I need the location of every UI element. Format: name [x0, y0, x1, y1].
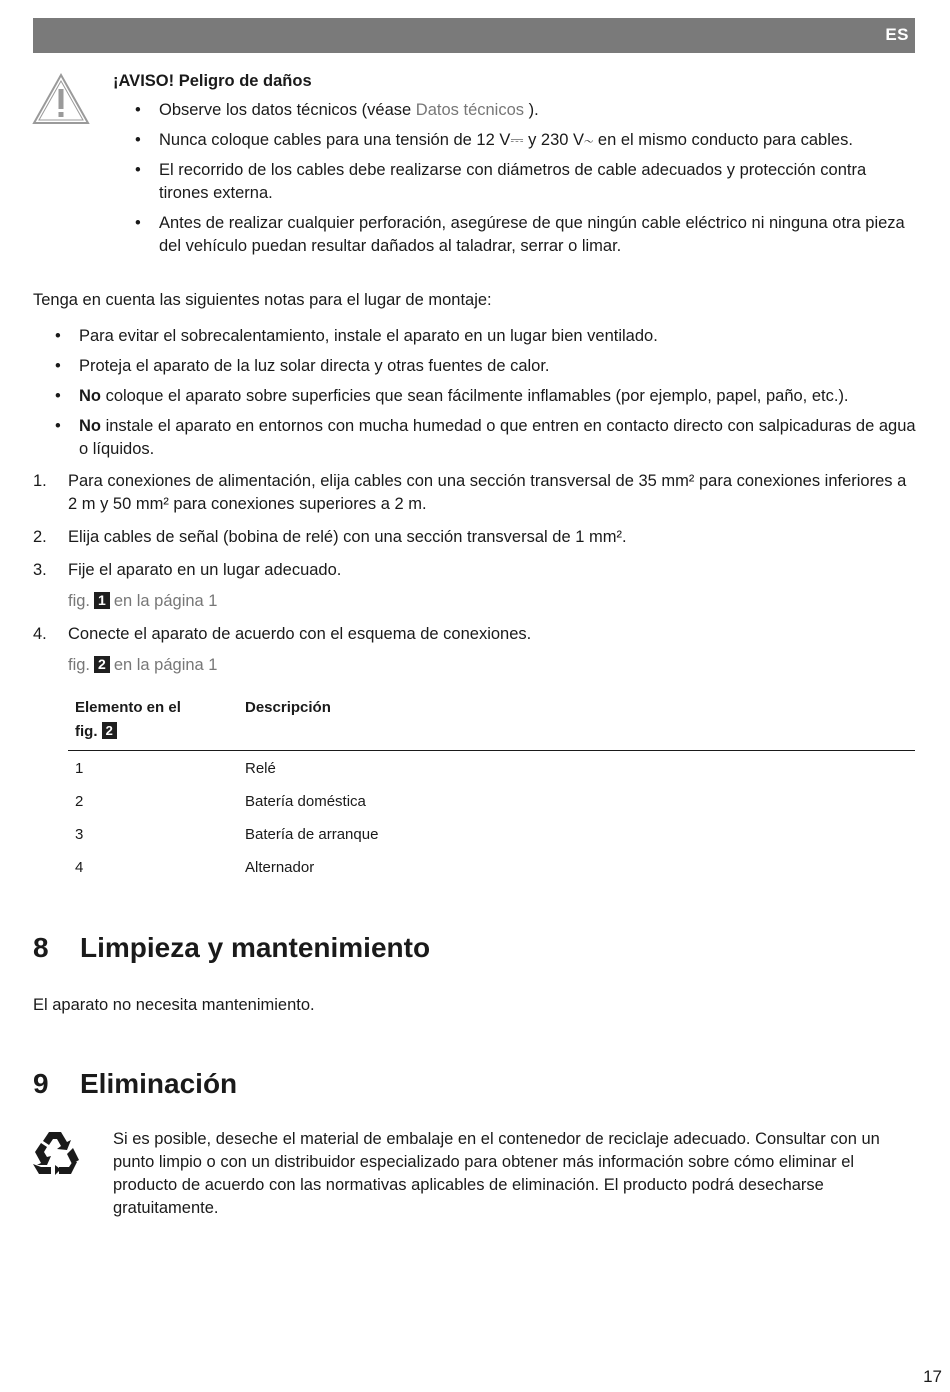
language-header-bar	[33, 18, 915, 53]
figure-number-badge: 2	[102, 722, 117, 739]
warning-triangle-icon	[31, 72, 91, 126]
warning-list	[113, 99, 913, 258]
warning-item: • Nunca coloque cables para una tensión de 12 V⎓ y 230 V∼ en el mismo conducto para cables.	[159, 129, 913, 152]
warning-block	[113, 72, 913, 265]
step-4: 4. Conecte el aparato de acuerdo con el esquema de conexiones.	[33, 625, 532, 643]
warning-item: • Antes de realizar cualquier perforación, asegúrese de que ningún cable eléctrico ni ninguna otra pieza del vehículo puedan resultar dañados al taladrar, serrar o limar.	[159, 212, 913, 258]
section-8-text: El aparato no necesita mantenimiento.	[33, 996, 315, 1014]
warning-item: • El recorrido de los cables debe realizarse con diámetros de cable adecuados y protección contra tirones externa.	[159, 159, 913, 205]
step-3: 3. Fije el aparato en un lugar adecuado.	[33, 561, 342, 579]
page-number: 17	[923, 1367, 942, 1386]
table-row: 2 Batería doméstica	[75, 793, 366, 810]
table-header-row	[68, 694, 915, 751]
section-9-heading: 9 Eliminación	[33, 1068, 238, 1099]
note-item: • Para evitar el sobrecalentamiento, instale el aparato en un lugar bien ventilado.	[79, 325, 919, 348]
table-row: 4 Alternador	[75, 859, 315, 876]
column-header-element: Elemento en el fig. 2	[68, 694, 238, 751]
language-code: ES	[885, 25, 909, 44]
figure-number-badge: 1	[94, 592, 110, 609]
step-1: 1. Para conexiones de alimentación, elija cables con una sección transversal de 35 mm² para conexiones inferiores a 2 m y 50 mm² para conexiones superiores a 2 m.	[33, 472, 907, 513]
warning-item: • Observe los datos técnicos (véase Datos técnicos ).	[159, 99, 913, 122]
installation-steps	[33, 470, 918, 687]
warning-title: ¡AVISO! Peligro de daños	[113, 72, 312, 90]
table-row: 3 Batería de arranque	[75, 826, 379, 843]
step-2: 2. Elija cables de señal (bobina de relé) con una sección transversal de 1 mm².	[33, 528, 627, 546]
section-8-heading: 8 Limpieza y mantenimiento	[33, 932, 431, 963]
mounting-notes	[79, 325, 919, 468]
column-header-description: Descripción	[238, 694, 915, 751]
figure-number-badge: 2	[94, 656, 110, 673]
mounting-intro: Tenga en cuenta las siguientes notas para el lugar de montaje:	[33, 291, 492, 309]
table-row: 1 Relé	[75, 760, 276, 777]
section-9-text: Si es posible, deseche el material de embalaje en el contenedor de reciclaje adecuado. Consultar con un punto limpio o con un distribuidor especializado para obtener más información sobre cómo eliminar el producto de acuerdo con las normativas aplicables de eliminación. El producto podrá desecharse gratuitamente.	[113, 1130, 880, 1217]
recycle-icon	[31, 1130, 81, 1176]
figure-reference-2[interactable]: fig. 2 en la página 1	[68, 656, 218, 674]
figure-reference-1[interactable]: fig. 1 en la página 1	[68, 592, 218, 610]
connection-elements-table	[68, 694, 915, 883]
note-item: • Proteja el aparato de la luz solar directa y otras fuentes de calor.	[79, 355, 919, 378]
note-item: • No coloque el aparato sobre superficies que sean fácilmente inflamables (por ejemplo, papel, paño, etc.).	[79, 385, 919, 408]
note-item: • No instale el aparato en entornos con mucha humedad o que entren en contacto directo con salpicaduras de agua o líquidos.	[79, 415, 919, 461]
datos-tecnicos-link[interactable]: Datos técnicos	[415, 101, 525, 119]
